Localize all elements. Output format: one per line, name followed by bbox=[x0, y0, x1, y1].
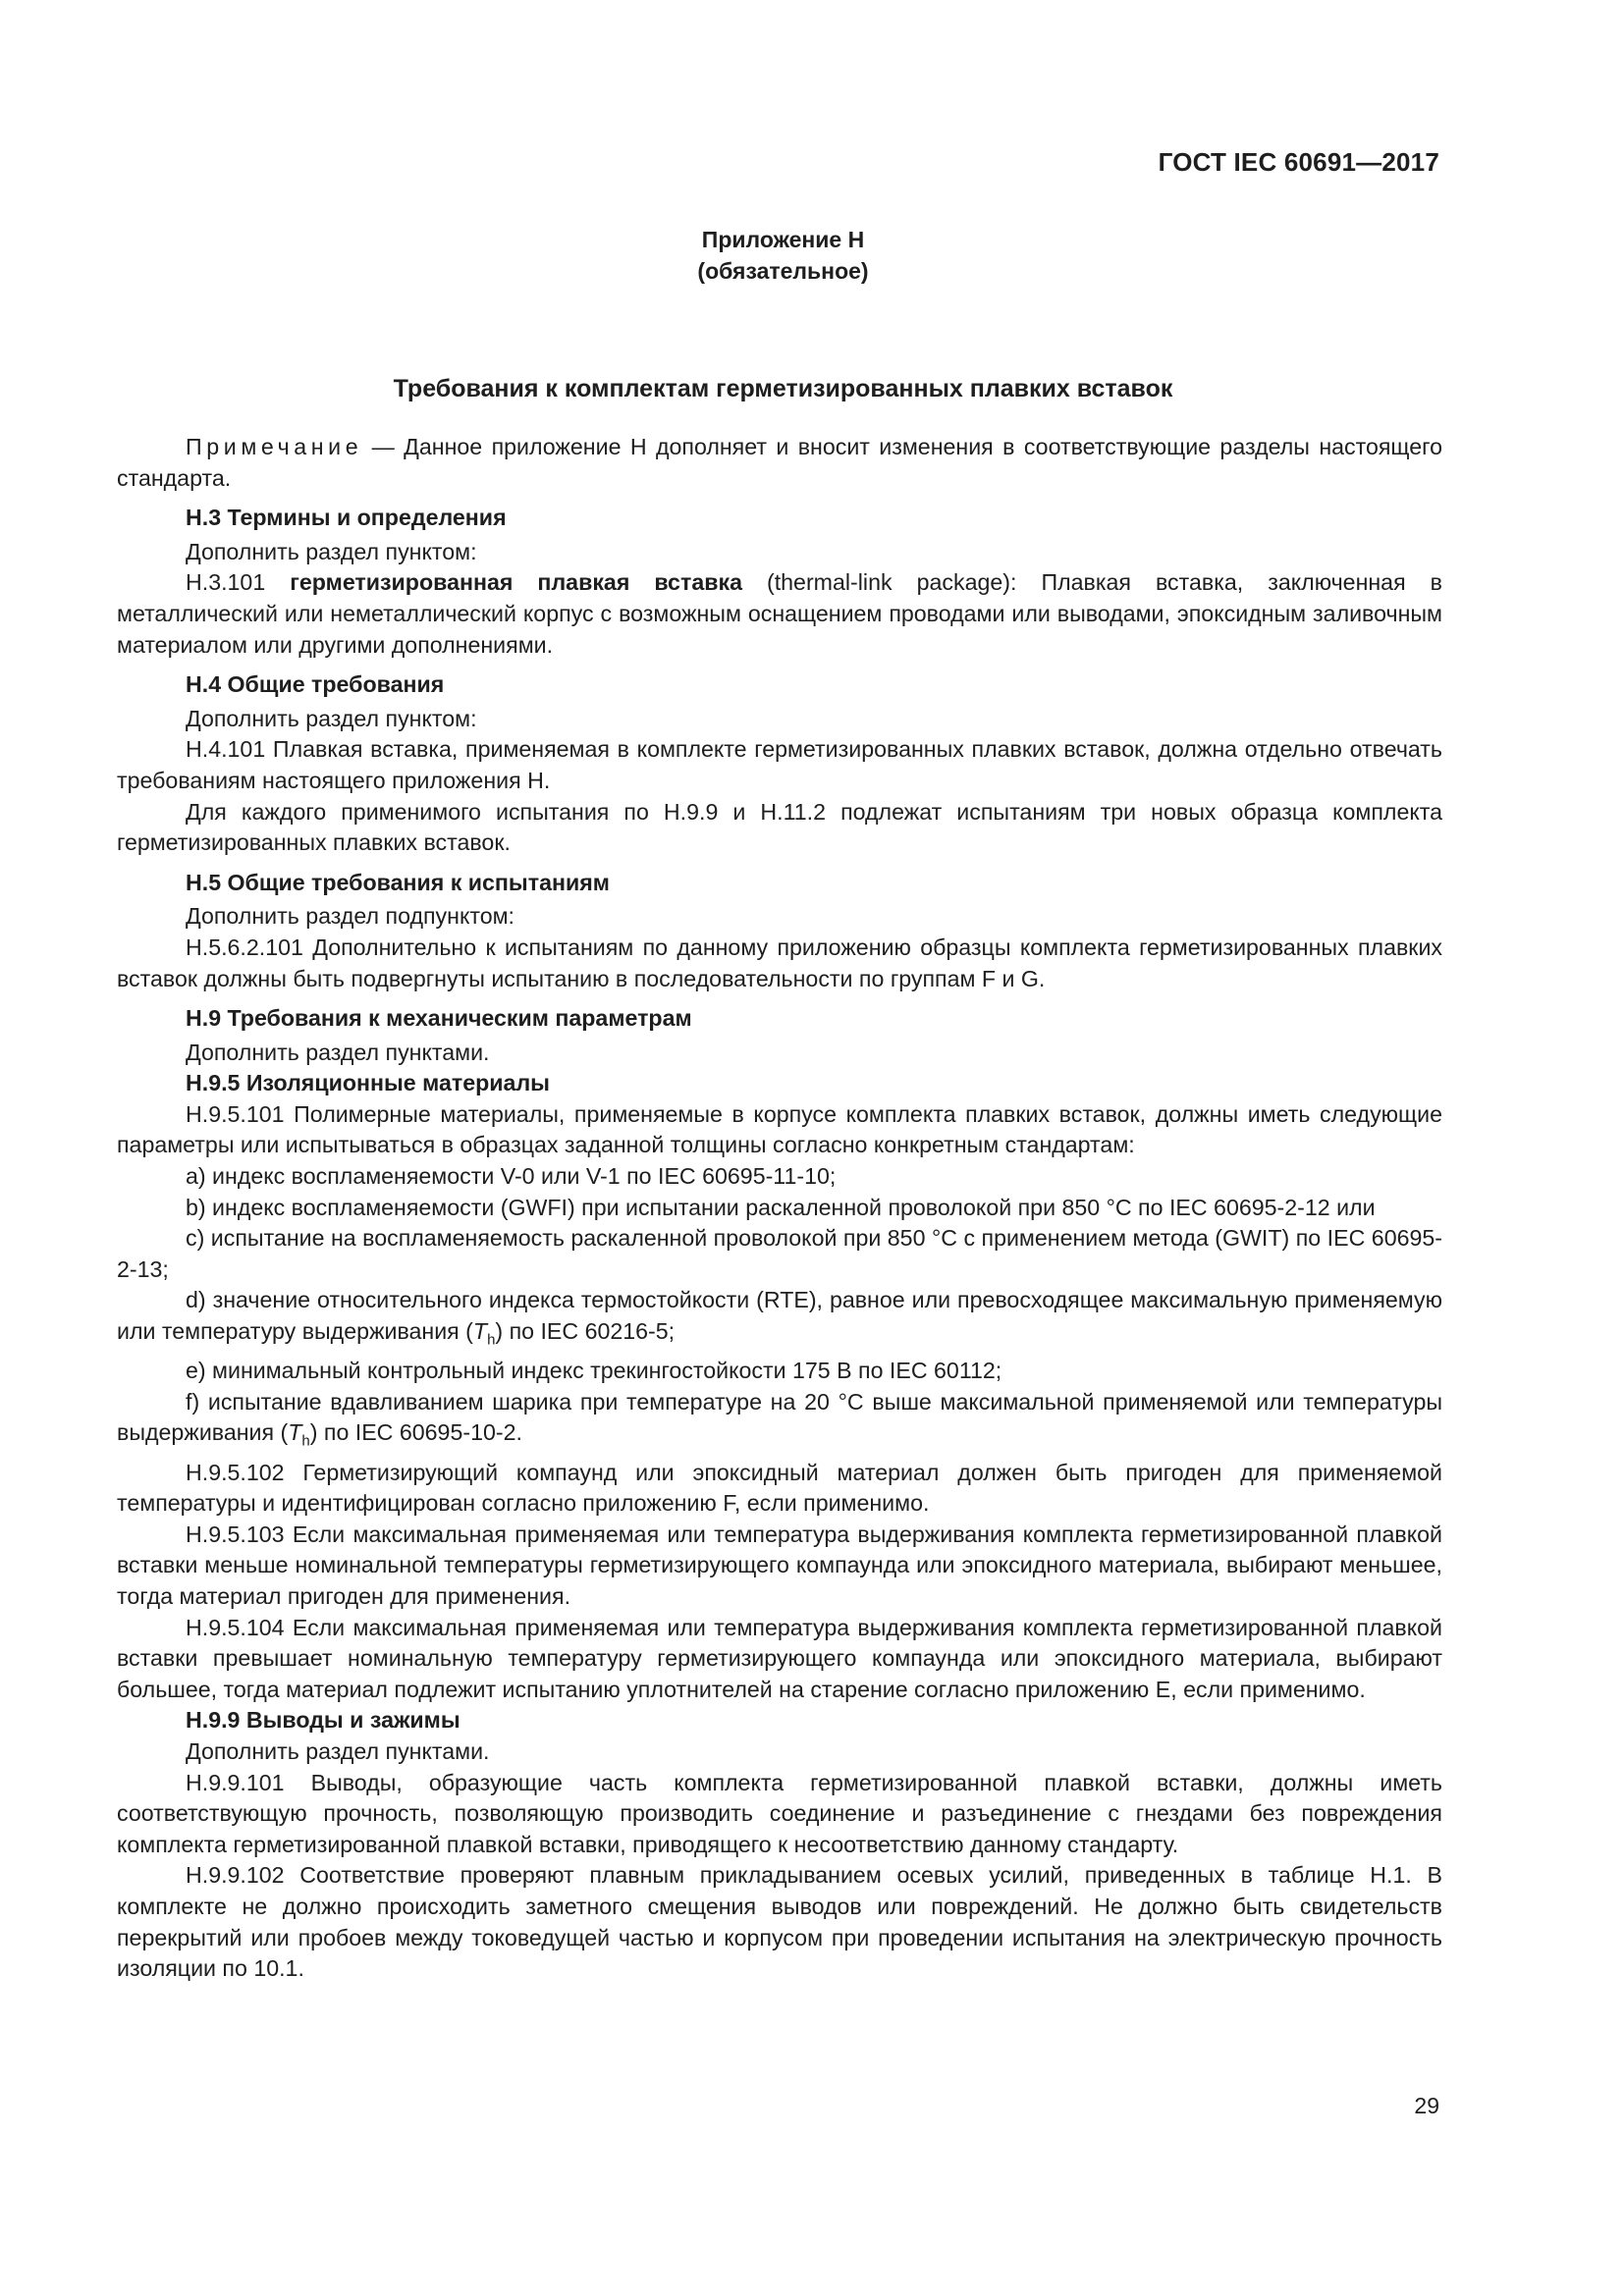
list-item-text: ) по IEC 60216-5; bbox=[495, 1318, 676, 1345]
paragraph: Дополнить раздел пунктом: bbox=[186, 538, 477, 564]
list-item bbox=[117, 1387, 1442, 1458]
paragraph: Для каждого применимого испытания по Н.9.9 и Н.11.2 подлежат испытаниям три новых образца комплекта герметизированных плавких вставок. bbox=[117, 798, 1442, 856]
annex-status: (обязательное) bbox=[697, 258, 869, 284]
annex-title: Приложение Н bbox=[701, 227, 865, 252]
list-item: e) минимальный контрольный индекс трекингостойкости 175 В по IEC 60112; bbox=[186, 1358, 1002, 1384]
symbol-subscript: h bbox=[487, 1331, 496, 1349]
paragraph: Дополнить раздел пунктом: bbox=[186, 705, 477, 731]
paragraph: Н.9.5.103 Если максимальная применяемая или температура выдерживания комплекта герметизированной плавкой вставки меньше номинальной температуры герметизирующего компаунда или эпоксидного материала, выбирают меньшее, тогда материал пригоден для применения. bbox=[117, 1521, 1442, 1610]
section-heading-h3: Н.3 Термины и определения bbox=[186, 505, 507, 531]
paragraph: Н.9.9.101 Выводы, образующие часть комплекта герметизированной плавкой вставки, должны иметь соответствующую прочность, позволяющую производить соединение и разъединение с гнездами без повреждения комплекта герметизированной плавкой вставки, приводящего к несоответствию данному стандарту. bbox=[117, 1769, 1442, 1857]
annex-header bbox=[0, 224, 1566, 287]
paragraph: Н.9.5.102 Герметизирующий компаунд или эпоксидный материал должен быть пригоден для применяемой температуры и идентифицирован согласно приложению F, если применимо. bbox=[117, 1459, 1442, 1517]
note-paragraph bbox=[117, 432, 1442, 494]
document-code: ГОСТ IEC 60691—2017 bbox=[1158, 147, 1439, 177]
section-heading-h95: Н.9.5 Изоляционные материалы bbox=[186, 1070, 550, 1096]
list-item-text: ) по IEC 60695-10-2. bbox=[309, 1419, 522, 1446]
document-body bbox=[117, 432, 1442, 1985]
section-heading-h9: Н.9 Требования к механическим параметрам bbox=[186, 1005, 692, 1032]
section-heading-h4: Н.4 Общие требования bbox=[186, 671, 445, 698]
paragraph: Дополнить раздел пунктами. bbox=[186, 1738, 490, 1765]
list-item bbox=[117, 1285, 1442, 1356]
symbol: T bbox=[288, 1419, 302, 1446]
defined-term: герметизированная плавкая вставка bbox=[290, 569, 742, 596]
list-item: c) испытание на воспламеняемость раскаленной проволокой при 850 °С с применением метода (GWIT) по IEC 60695-2-13; bbox=[117, 1225, 1442, 1282]
paragraph: Н.9.5.101 Полимерные материалы, применяемые в корпусе комплекта плавких вставок, должны иметь следующие параметры или испытываться в образцах заданной толщины согласно конкретным стандартам: bbox=[117, 1100, 1442, 1158]
note-label: Примечание bbox=[186, 434, 363, 459]
list-item-text: f) испытание вдавливанием шарика при температуре на 20 °С выше максимальной применяемой или температуры выдерживания ( bbox=[117, 1388, 1442, 1446]
paragraph: Н.5.6.2.101 Дополнительно к испытаниям по данному приложению образцы комплекта герметизированных плавких вставок должны быть подвергнуты испытанию в последовательности по группам F и G. bbox=[117, 934, 1442, 991]
section-heading-h99: Н.9.9 Выводы и зажимы bbox=[186, 1707, 460, 1734]
symbol-subscript: h bbox=[301, 1433, 310, 1451]
list-item: b) индекс воспламеняемости (GWFI) при испытании раскаленной проволокой при 850 °С по IEC 60695-2-12 или bbox=[186, 1194, 1376, 1220]
note-text: — Данное приложение Н дополняет и вносит изменения в соответствующие разделы настоящего стандарта. bbox=[117, 434, 1442, 491]
annex-heading: Требования к комплектам герметизированных плавких вставок bbox=[393, 375, 1173, 402]
symbol: T bbox=[472, 1318, 488, 1345]
list-item-text: d) значение относительного индекса термостойкости (RTE), равное или превосходящее максимальную применяемую или температуру выдерживания ( bbox=[117, 1287, 1442, 1345]
paragraph: Дополнить раздел пунктами. bbox=[186, 1039, 490, 1065]
page-number: 29 bbox=[1414, 2093, 1439, 2118]
section-heading-h5: Н.5 Общие требования к испытаниям bbox=[186, 869, 610, 895]
paragraph: Н.9.9.102 Соответствие проверяют плавным прикладыванием осевых усилий, приведенных в таблице Н.1. В комплекте не должно происходить заметного смещения выводов или повреждений. Не должно быть свидетельств перекрытий или пробоев между токоведущей частью и корпусом при проведении испытания на электрическую прочность изоляции по 10.1. bbox=[117, 1862, 1442, 1982]
paragraph: Дополнить раздел подпунктом: bbox=[186, 903, 514, 930]
paragraph: Н.9.5.104 Если максимальная применяемая или температура выдерживания комплекта герметизированной плавкой вставки превышает номинальную температуру герметизирующего компаунда или эпоксидного материала, выбирают большее, тогда материал подлежит испытанию уплотнителей на старение согласно приложению Е, если применимо. bbox=[117, 1614, 1442, 1702]
clause-number: Н.3.101 bbox=[186, 569, 291, 596]
definition-text: (thermal-link package): Плавкая вставка, заключенная в металлический или неметаллический корпус с возможным оснащением проводами или выводами, эпоксидным заливочным материалом или другими дополнениями. bbox=[117, 569, 1442, 658]
paragraph: Н.4.101 Плавкая вставка, применяемая в комплекте герметизированных плавких вставок, должна отдельно отвечать требованиям настоящего приложения Н. bbox=[117, 736, 1442, 793]
definition-paragraph bbox=[117, 567, 1442, 661]
list-item: a) индекс воспламеняемости V-0 или V-1 по IEC 60695-11-10; bbox=[186, 1163, 837, 1190]
